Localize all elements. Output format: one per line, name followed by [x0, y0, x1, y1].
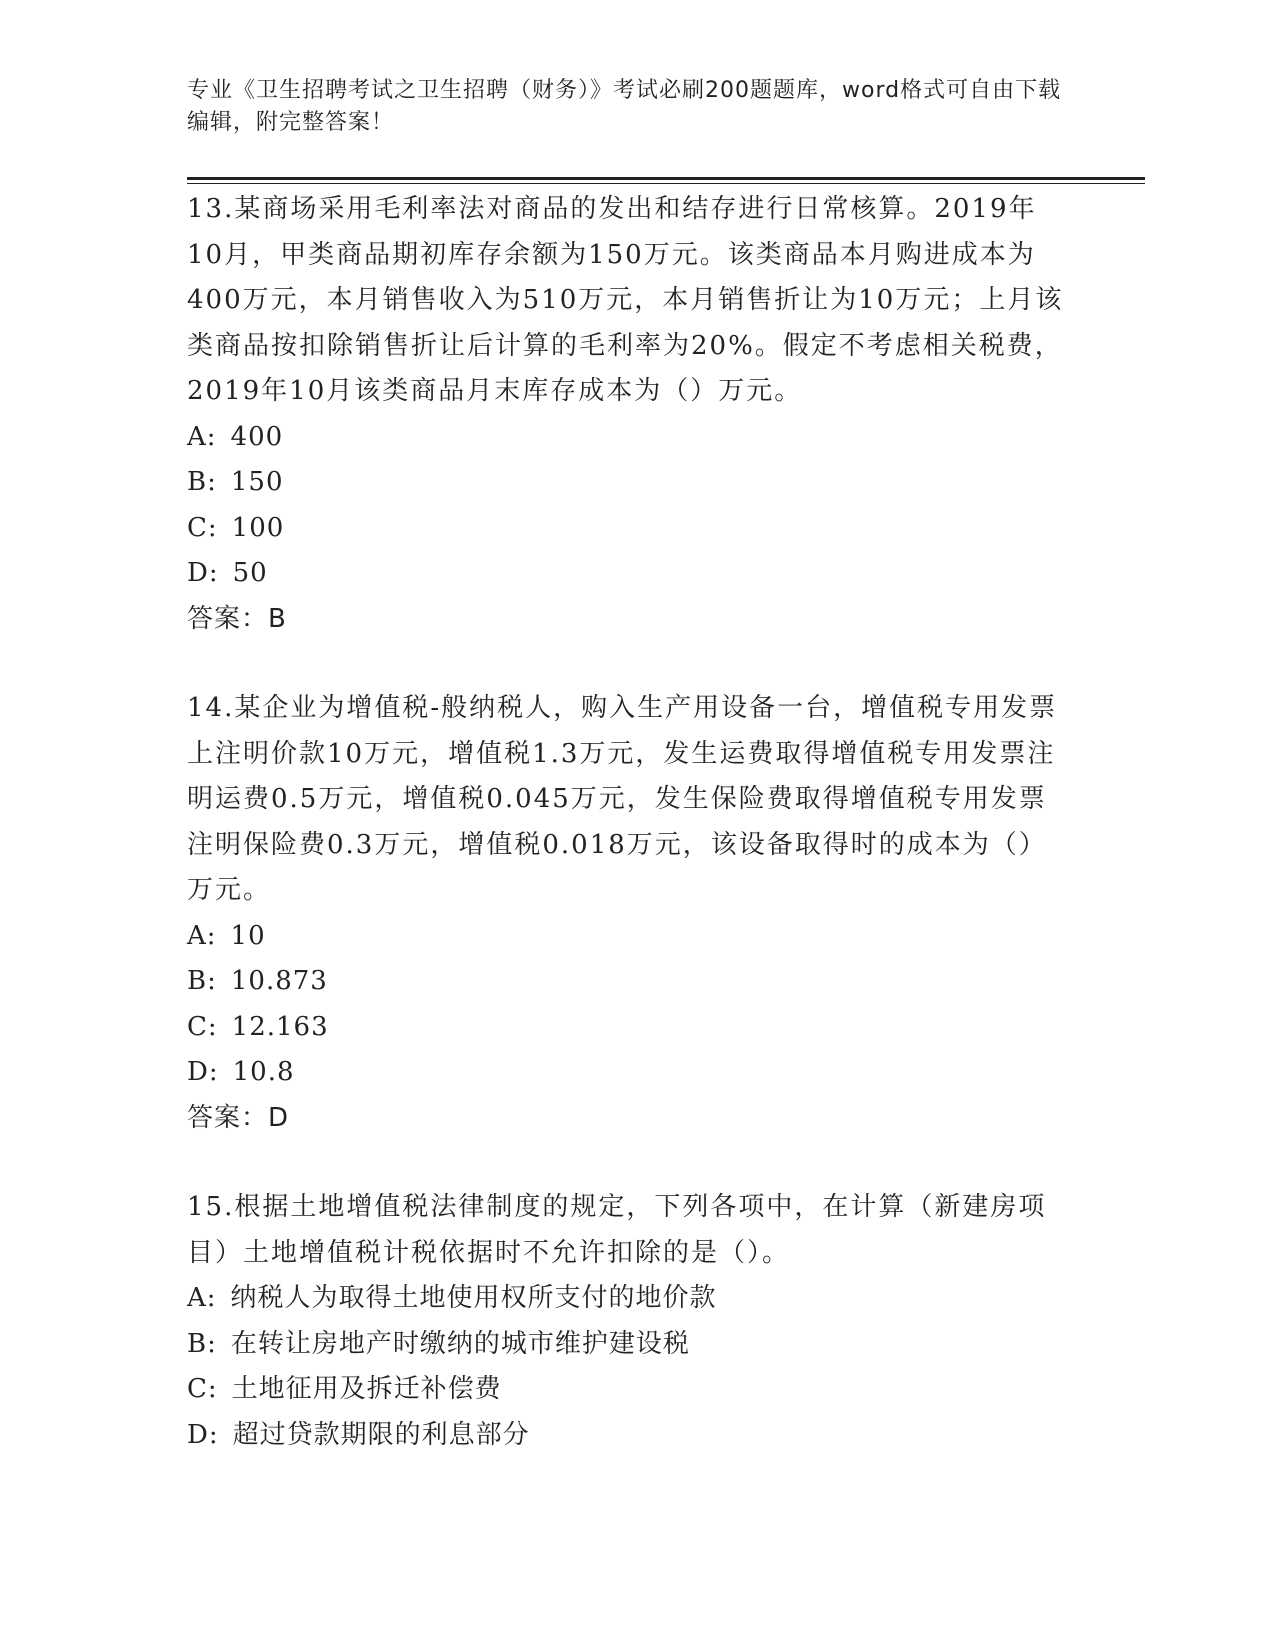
question-13 — [187, 187, 1067, 642]
option-c — [187, 1005, 1067, 1051]
option-text: 150 — [230, 467, 284, 497]
option-d — [187, 1050, 1067, 1096]
question-stem: 15.根据土地增值税法律制度的规定，下列各项中，在计算（新建房项目）土地增值税计税依据时不允许扣除的是（）。 — [187, 1192, 1047, 1268]
option-a — [187, 914, 1067, 960]
option-c — [187, 506, 1067, 552]
header-divider-thin — [187, 183, 1145, 184]
option-text: 在转让房地产时缴纳的城市维护建设税 — [230, 1328, 690, 1359]
answer-line: 答案：B — [187, 603, 287, 634]
option-label: D: — [187, 1057, 219, 1087]
option-text: 100 — [231, 512, 285, 543]
answer-line: 答案：D — [187, 1102, 290, 1133]
question-stem: 14.某企业为增值税-般纳税人，购入生产用设备一台，增值税专用发票上注明价款10万元，增值税1.3万元，发生运费取得增值税专用发票注明运费0.5万元，增值税0.045万元，发生保险费取得增值税专用发票注明保险费0.3万元，增值税0.018万元，该设备取得时的成本为（）万元。 — [187, 693, 1058, 905]
question-spacer — [187, 1141, 1067, 1185]
option-label: D: — [187, 1419, 219, 1450]
option-d — [187, 1413, 1067, 1459]
option-label: C: — [187, 1011, 218, 1042]
option-text: 10 — [230, 920, 266, 951]
option-b — [187, 959, 1067, 1005]
option-a — [187, 415, 1067, 461]
option-text: 土地征用及拆迁补偿费 — [231, 1374, 502, 1404]
option-text: 12.163 — [231, 1011, 329, 1042]
option-a — [187, 1276, 1067, 1322]
question-stem: 13.某商场采用毛利率法对商品的发出和结存进行日常核算。2019年10月，甲类商品期初库存余额为150万元。该类商品本月购进成本为400万元，本月销售收入为510万元，本月销售折让为10万元；上月该类商品按扣除销售折让后计算的毛利率为20%。假定不考虑相关税费，2019年10月该类商品月末库存成本为（）万元。 — [187, 194, 1064, 406]
question-list — [187, 187, 1067, 1458]
option-text: 10.873 — [230, 966, 328, 996]
option-d — [187, 551, 1067, 597]
question-15 — [187, 1185, 1067, 1458]
question-14 — [187, 686, 1067, 1141]
option-text: 400 — [230, 421, 284, 452]
option-label: A: — [187, 421, 217, 452]
option-text: 10.8 — [232, 1057, 295, 1087]
option-text: 超过贷款期限的利息部分 — [232, 1419, 530, 1450]
option-label: B: — [187, 1328, 217, 1359]
option-text: 纳税人为取得土地使用权所支付的地价款 — [230, 1283, 717, 1313]
document-header: 专业《卫生招聘考试之卫生招聘（财务）》考试必刷200题题库，word格式可自由下载编辑，附完整答案！ — [187, 78, 1062, 135]
option-label: B: — [187, 966, 217, 996]
question-spacer — [187, 642, 1067, 686]
option-label: D: — [187, 558, 219, 588]
option-label: A: — [187, 920, 217, 951]
option-c — [187, 1367, 1067, 1413]
option-text: 50 — [232, 558, 268, 588]
option-b — [187, 1322, 1067, 1368]
option-label: C: — [187, 1374, 218, 1404]
option-label: B: — [187, 467, 217, 497]
header-divider-thick — [187, 177, 1145, 180]
option-b — [187, 460, 1067, 506]
option-label: A: — [187, 1283, 217, 1313]
option-label: C: — [187, 512, 218, 543]
